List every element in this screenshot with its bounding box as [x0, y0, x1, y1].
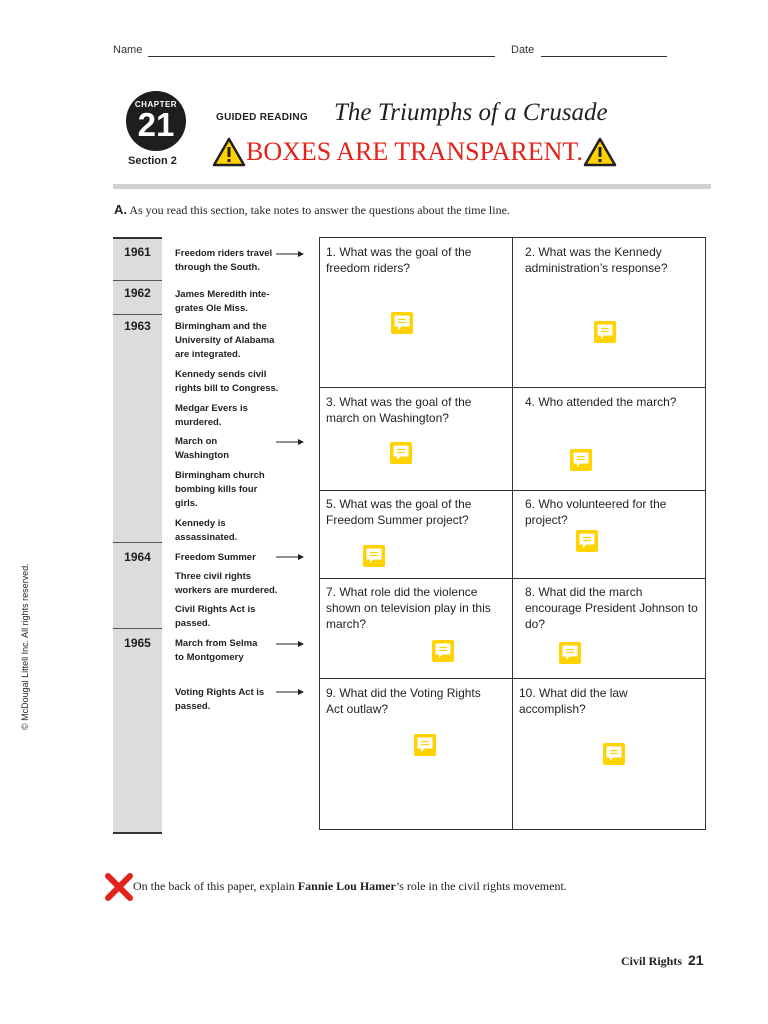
- grid-divider: [319, 490, 706, 491]
- year-divider: [113, 314, 162, 315]
- question-1: 1. What was the goal of the freedom riders?: [326, 245, 472, 275]
- year-divider: [113, 542, 162, 543]
- question-10: 10. What did the law accomplish?: [519, 686, 628, 716]
- warning-icon: [583, 137, 617, 167]
- timeline-event: Civil Rights Act is passed.: [175, 604, 256, 629]
- instructions-letter: A.: [114, 202, 127, 217]
- question-2: 2. What was the Kennedy administration’s response?: [525, 245, 668, 275]
- timeline-event: James Meredith inte-grates Ole Miss.: [175, 289, 270, 314]
- arrow-right-icon: [276, 553, 304, 561]
- arrow-right-icon: [276, 250, 304, 258]
- warning-icon: [212, 137, 246, 167]
- arrow-right-icon: [276, 640, 304, 648]
- date-label: Date: [511, 44, 535, 56]
- bottom-instruction: [133, 879, 567, 894]
- timeline-event: Birmingham and the University of Alabama are integrated.: [175, 321, 275, 360]
- timeline-year: 1965: [124, 636, 151, 650]
- guided-reading-label: GUIDED READING: [216, 112, 308, 123]
- comment-icon[interactable]: [559, 642, 581, 664]
- footer-label: Civil Rights: [621, 954, 683, 968]
- year-divider: [113, 280, 162, 281]
- comment-icon[interactable]: [594, 321, 616, 343]
- question-3: 3. What was the goal of the march on Washington?: [326, 395, 472, 425]
- comment-icon[interactable]: [390, 442, 412, 464]
- comment-icon[interactable]: [391, 312, 413, 334]
- question-6: 6. Who volunteered for the project?: [525, 497, 667, 527]
- warning-banner: [212, 136, 617, 168]
- comment-icon[interactable]: [432, 640, 454, 662]
- grid-divider: [512, 237, 513, 830]
- timeline-year: 1964: [124, 550, 151, 564]
- comment-icon[interactable]: [576, 530, 598, 552]
- timeline-year: 1963: [124, 319, 151, 333]
- question-7: 7. What role did the violence shown on television play in this march?: [326, 585, 491, 631]
- bottom-instruction-name: Fannie Lou Hamer: [297, 879, 396, 893]
- page-title: The Triumphs of a Crusade: [334, 99, 608, 126]
- chapter-number: 21: [137, 106, 175, 143]
- grid-divider: [319, 578, 706, 579]
- timeline-event: Freedom Summer: [175, 552, 256, 563]
- copyright: © McDougal Littell Inc. All rights reserved.: [20, 563, 30, 730]
- timeline-event: Kennedy is assassinated.: [175, 518, 238, 543]
- page-number: 21: [688, 952, 704, 968]
- question-8: 8. What did the march encourage President Johnson to do?: [525, 585, 698, 631]
- question-9: 9. What did the Voting Rights Act outlaw?: [326, 686, 481, 716]
- arrow-right-icon: [276, 438, 304, 446]
- grid-divider: [319, 387, 706, 388]
- question-4: 4. Who attended the march?: [525, 395, 677, 409]
- comment-icon[interactable]: [570, 449, 592, 471]
- instructions: [114, 202, 510, 218]
- section-label: Section 2: [128, 155, 177, 167]
- question-5: 5. What was the goal of the Freedom Summer project?: [326, 497, 472, 527]
- timeline-event: March on Washington: [175, 436, 229, 461]
- header-rule: [113, 184, 711, 189]
- timeline-event: March from Selma to Montgomery: [175, 638, 258, 663]
- year-divider: [113, 628, 162, 629]
- footer: [621, 952, 704, 969]
- timeline-year: 1962: [124, 286, 151, 300]
- date-field[interactable]: [541, 56, 667, 57]
- timeline-event: Freedom riders travel through the South.: [175, 248, 273, 273]
- timeline-event: Three civil rights workers are murdered.: [175, 571, 278, 596]
- name-field[interactable]: [148, 56, 495, 57]
- red-x-icon: [104, 872, 134, 902]
- bottom-instruction-after: ’s role in the civil rights movement.: [395, 879, 567, 893]
- timeline-year: 1961: [124, 245, 151, 259]
- instructions-text: As you read this section, take notes to answer the questions about the time line.: [129, 203, 510, 217]
- timeline-event: Medgar Evers is murdered.: [175, 403, 248, 428]
- timeline-event: Birmingham church bombing kills four girls.: [175, 470, 265, 509]
- comment-icon[interactable]: [603, 743, 625, 765]
- grid-divider: [319, 678, 706, 679]
- timeline-event: Kennedy sends civil rights bill to Congress.: [175, 369, 279, 394]
- bottom-instruction-before: On the back of this paper, explain: [133, 879, 298, 893]
- comment-icon[interactable]: [414, 734, 436, 756]
- comment-icon[interactable]: [363, 545, 385, 567]
- warning-text: BOXES ARE TRANSPARENT.: [246, 137, 583, 166]
- chapter-word: CHAPTER: [134, 100, 178, 109]
- chapter-badge: [126, 91, 186, 151]
- name-label: Name: [113, 44, 143, 56]
- arrow-right-icon: [276, 688, 304, 696]
- timeline-event: Voting Rights Act is passed.: [175, 687, 265, 712]
